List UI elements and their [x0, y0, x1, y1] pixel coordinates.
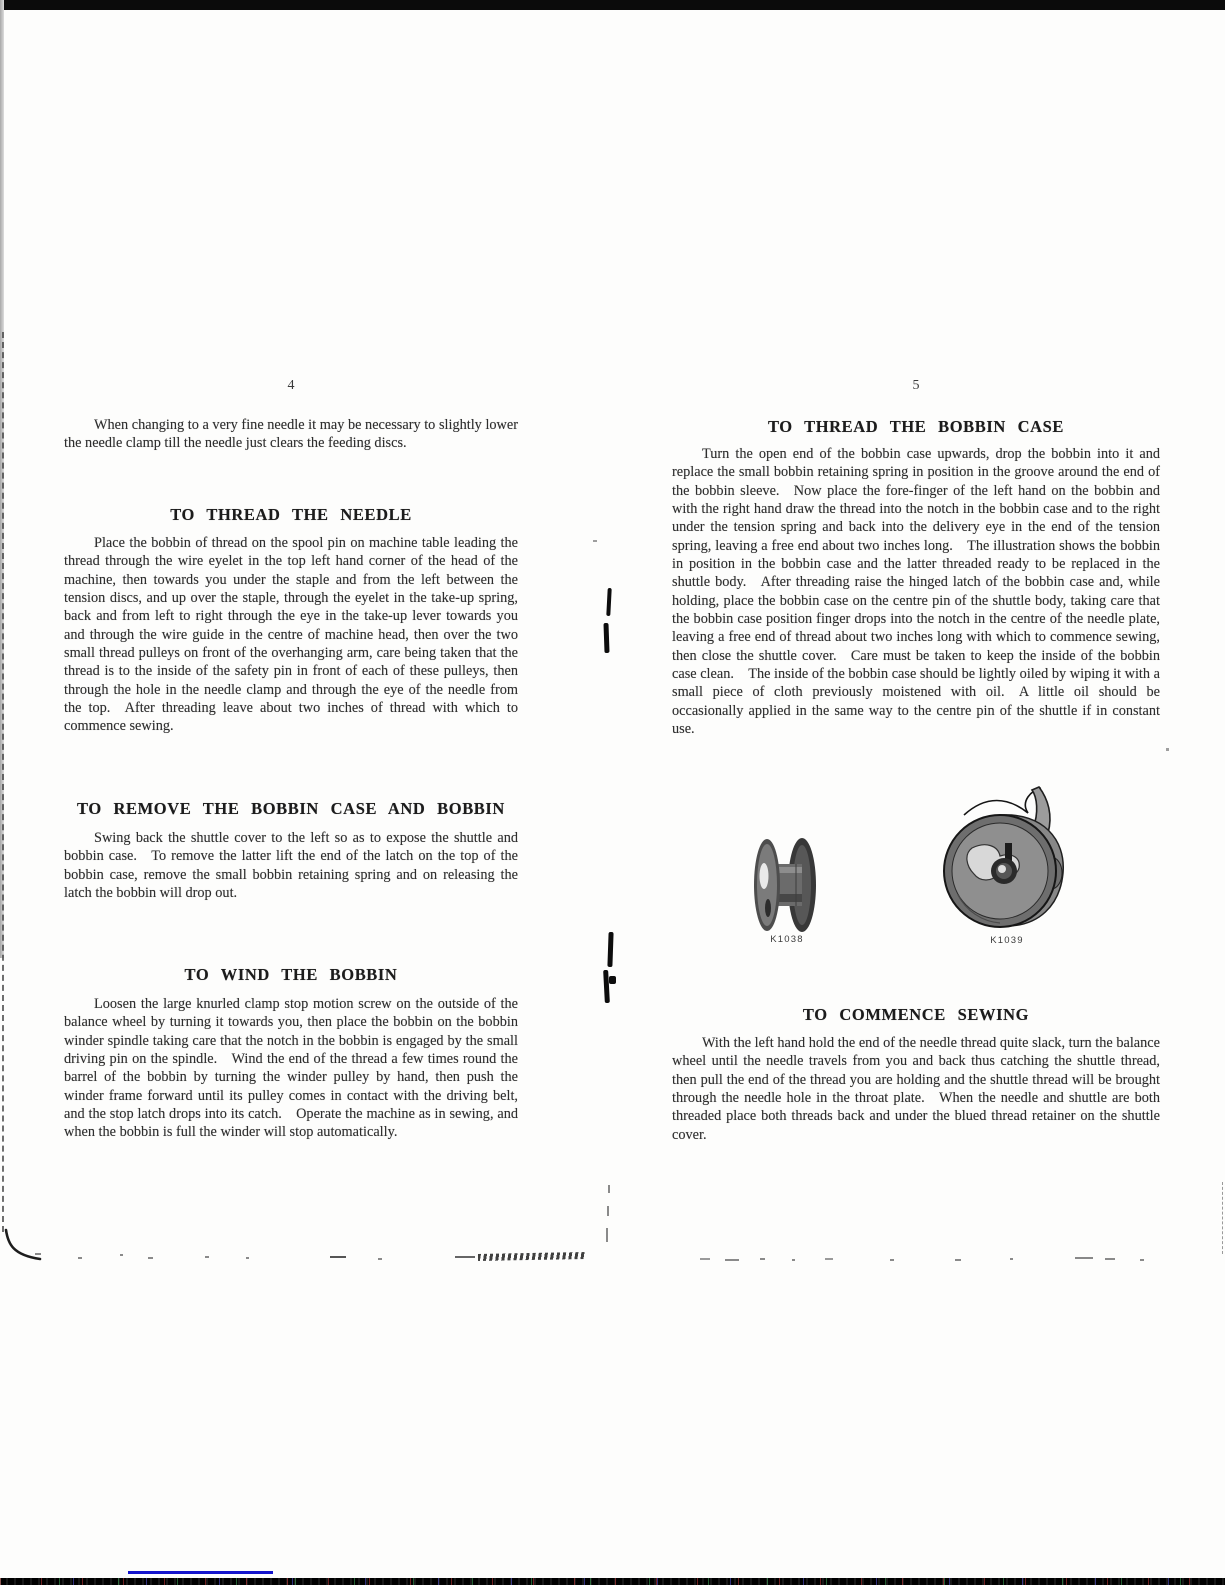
page-number-right: 5	[912, 378, 920, 393]
scan-speck	[1105, 1258, 1115, 1260]
gutter-ink-mark	[603, 970, 610, 1003]
scan-scribble	[478, 1252, 586, 1261]
footer-link-underline[interactable]	[128, 1571, 273, 1574]
scan-speck	[1140, 1259, 1144, 1261]
gutter-ink-mark	[609, 976, 616, 984]
scan-speck	[792, 1259, 795, 1261]
scan-speck	[700, 1258, 710, 1260]
scan-speck	[246, 1257, 249, 1259]
scan-speck	[120, 1254, 123, 1256]
gutter-ink-mark	[603, 623, 609, 653]
scan-edge-line	[2, 332, 4, 1232]
paragraph-to-wind-the-bobbin: Loosen the large knurled clamp stop motion screw on the outside of the balance wheel by turning it towards you, then place the bobbin on the bobbin winder spindle taking care that the notch in the bobbin is engaged by the small driving pin on the spindle. Wind the end of the thread a few times round the barrel of the bobbin by turning the winder pulley by hand, then push the winder frame forward until its pulley comes in contact with the driving belt, and the stop latch drops into its catch. Operate the machine as in sewing, and when the bobbin is full the winder will stop automatically.	[64, 996, 518, 1141]
scan-speck	[1075, 1257, 1093, 1259]
scan-speck	[455, 1256, 475, 1258]
scan-speck	[1010, 1258, 1013, 1260]
heading-to-remove-the-bobbin-case: TO REMOVE THE BOBBIN CASE AND BOBBIN	[77, 799, 505, 818]
scan-speck	[890, 1259, 894, 1261]
bobbin-case-illustration	[942, 785, 1072, 935]
scan-speck	[760, 1258, 765, 1260]
paragraph-to-thread-the-needle: Place the bobbin of thread on the spool pin on machine table leading the thread through the wire eyelet in the top left hand corner of the head of the machine, then towards you under the staple and from the left between the tension discs, and up over the staple, through the eyelet in the take-up spring, back and from left to right through the eye in the take-up lever towards you and through the wire guide in the centre of machine head, then over the two small thread pulleys on front of the overhanging arm, care being taken that the thread is to the inside of the safety pin in front of each of these pulleys, then through the hole in the needle clamp and through the eye of the needle from the top. After threading leave about two inches of thread with which to commence sewing.	[64, 535, 518, 735]
scan-speck	[35, 1253, 41, 1255]
separator-bar	[0, 0, 1225, 10]
scan-speck	[725, 1259, 739, 1261]
scan-right-edge-line	[1222, 1182, 1223, 1254]
scan-speck	[825, 1258, 833, 1260]
figure-label-bobbin: K1038	[770, 934, 804, 945]
scan-edge-hook	[4, 1228, 48, 1264]
bobbin-illustration	[750, 836, 824, 934]
scan-speck	[955, 1259, 961, 1261]
gutter-speck	[606, 1228, 608, 1242]
bottom-noise-strip	[0, 1578, 1225, 1585]
gutter-ink-mark	[606, 588, 611, 616]
scan-speck	[78, 1257, 82, 1259]
paragraph-to-thread-the-bobbin-case: Turn the open end of the bobbin case upwards, drop the bobbin into it and replace the small bobbin retaining spring in position in the groove around the end of the bobbin sleeve. Now place the fore-finger of the left hand on the bobbin and with the right hand draw the thread into the notch in the bobbin case and to the right under the tension spring and back into the delivery eye in the end of the tension spring, leaving a free end about two inches long. The illustration shows the bobbin in position in the bobbin case and the latter threaded ready to be replaced in the shuttle body. After threading raise the hinged latch of the bobbin case and, while holding, place the bobbin case on the centre pin of the shuttle body, taking care that the bobbin case position finger drops into the notch in the centre of the needle plate, leaving a free end of thread about two inches long with which to commence sewing, then close the shuttle cover. Care must be taken to keep the inside of the bobbin case clean. The inside of the bobbin case should be lightly oiled by wiping it with a small piece of cloth previously moistened with oil. A little oil should be occasionally applied in the same way to the centre pin of the shuttle if in constant use.	[672, 446, 1160, 738]
heading-to-commence-sewing: TO COMMENCE SEWING	[802, 1005, 1030, 1024]
heading-to-thread-the-needle: TO THREAD THE NEEDLE	[170, 505, 412, 524]
figure-label-bobbin-case: K1039	[990, 935, 1024, 946]
paragraph-to-commence-sewing: With the left hand hold the end of the needle thread quite slack, turn the balance wheel until the needle travels from you and back thus catching the shuttle thread, then pull the end of the thread you are holding and the shuttle thread will be brought through the needle hole in the throat plate. When the needle and shuttle are both threaded place both threads back and under the blued thread retainer on the shuttle cover.	[672, 1035, 1160, 1143]
gutter-ink-mark	[607, 932, 613, 967]
scan-speck	[330, 1256, 346, 1258]
paragraph-to-remove-the-bobbin-case: Swing back the shuttle cover to the left so as to expose the shuttle and bobbin case. To remove the latter lift the end of the latch on the top of the bobbin case, remove the small bobbin retaining spring and on releasing the latch the bobbin will drop out.	[64, 830, 518, 902]
heading-to-wind-the-bobbin: TO WIND THE BOBBIN	[184, 965, 398, 984]
intro-paragraph: When changing to a very fine needle it may be necessary to slightly lower the needle clamp till the needle just clears the feeding discs.	[64, 417, 518, 452]
scan-speck	[205, 1256, 209, 1258]
gutter-speck	[607, 1206, 609, 1216]
scan-speck	[593, 540, 597, 542]
scan-speck	[1166, 748, 1169, 751]
heading-to-thread-the-bobbin-case: TO THREAD THE BOBBIN CASE	[767, 417, 1065, 436]
page-number-left: 4	[287, 378, 295, 393]
gutter-speck	[608, 1185, 610, 1193]
scan-speck	[148, 1257, 153, 1259]
scan-speck	[378, 1258, 382, 1260]
